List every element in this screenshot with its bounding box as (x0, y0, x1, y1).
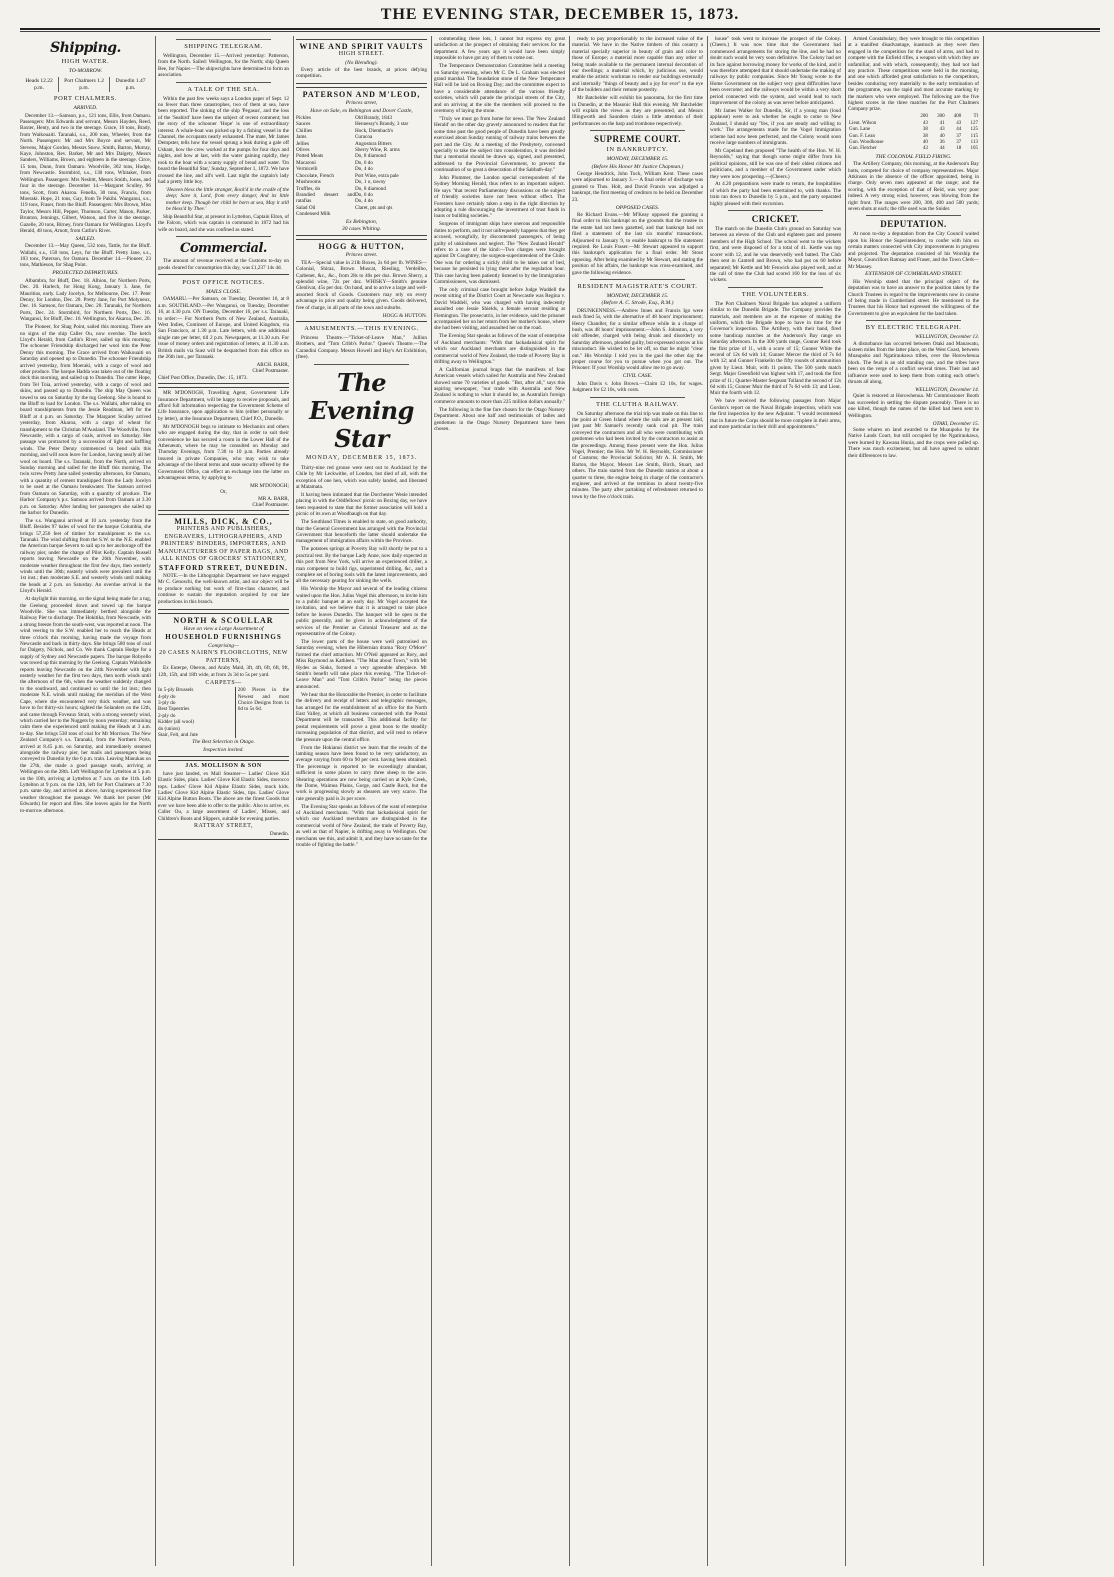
rmc-heading: RESIDENT MAGISTRATE'S COURT. (577, 283, 698, 290)
projected-heading: PROJECTED DEPARTURES. (52, 270, 119, 277)
news-para: Surgeons of immigrant ships have onerous and responsible duties to perform, and it not unfrequently happens that they get accused, wrongfully, by discontented passengers, of being guilty of unkindness and neglect. The "New Zealand Herald" refers to a case of the kind:—Two charges were brought against Dr Coughtrey, the surgeon-superintendent of the Chile. One was for ordering a sickly child to be taken out of bed, because he persisted in lying there after the regulation hour. This case having been patiently listened to by the Immigration Commissioners, was dismissed. (434, 221, 565, 286)
column-header: Tl (973, 114, 978, 120)
paterson-address: Princes street, (345, 100, 378, 107)
shipping-news-text: The Pioneer, for Shag Point, sailed this morning. There are no signs of the ship Caller Ou, now overdue. The ketch Lloyd's Herald, from Catlin's River, sailed up this morning. The schooner Friendship discharged her wool into the Peter Denny this morning. The Grace arrived from Waikouaiti on Saturday and opened up to Dunedin. The schooner Friendship arrived yesterday, from Moeraki, with a cargo of wool and other produce. The barque Hadda was taken out of the floating dock this morning, and sailed up to Dunedin. The cutter Hope, from Tel Toia, arrived yesterday, with a cargo of wool and skins, and passed up to Dunedin. The ship May Queen was towed to sea on Saturday by the tug Geelong. She is bound to the Bluff to load for London. The s.s. Wallabi, after taking on board transhipments from the Jessie Readman, left for the Bluff at 4 p.m. on Saturday. The Margaret Sculley arrived yesterday, from Akaroa, with a cargo of wheat for transhipment to the Christian M'Ausland. The Woodville, from Newcastle, with a cargo of coals, arrived on Saturday. Her passage was protracted by a succession of light and baffling winds. The Peter Denny commenced to bend sails this morning, and will soon leave for London, having nearly all her wool on board. The s.s. Taranaki, from the North, arrived on Sunday morning and sailed for the Bluff this morning. The twin screw Pretty Jane sailed yesterday afternoon, for Oamaru, with a quantity of cement transhipped from the Lady Jocelyn to be used at the Oamaru breakwater. The Samson arrived from Oamaru on Saturday, with a quantity of produce. The Harbor Company's p.s. Samson arrived from Oamaru at 3.30 p.m. on Saturday. After landing her passengers she sailed up the harbor for Dunedin. (20, 324, 151, 516)
column-divider (845, 36, 846, 1566)
carpet-item: 4-ply do (158, 693, 176, 700)
list-item: Hock, Diembach's (354, 127, 394, 134)
score-cell: 127 (970, 120, 978, 126)
hogg-hutton-ad (296, 239, 427, 322)
carpet-item: 2-ply do (158, 712, 176, 719)
news-para: The Evening Star speaks as follows of the want of enterprise of Auckland merchants: "With that lackadaisical spirit for which our Auckland merchants are distinguished in the commercial world of New Zealand, the trade of Poverty Bay is drifting away to Wellington." (434, 333, 565, 365)
opposed-heading: OPPOSED CASES. (615, 204, 660, 211)
north-scoullar-carpets: CARPETS— (205, 679, 242, 686)
leader-para: It having been intimated that the Dorchester Wesle intended placing in with the Oddfellows' picnic on Boxing day, we have been requested to state that the former association will hold a picnic of its own at Woodhaugh on that day. (296, 492, 427, 518)
list-item: Chillies (296, 127, 313, 134)
post-office-date: Chief Post Office, Dunedin, Dec. 15, 1873. (158, 374, 248, 381)
divider (176, 39, 271, 40)
telegraph-heading: BY ELECTRIC TELEGRAPH. (865, 324, 962, 332)
tale-text: Within the past few weeks says a London paper of Sept. 12 no fewer than three catastrophes, two of them at sea, have been reported. The sinking of the ship 'Pegasus', and the loss of the 'Seabird' have been the subject of recent comment; but the story of the schooner 'Hope' is one of extraordinary interest. A whale-boat was picked up by a fishing vessel in the Channel, the occupants nearly exhausted. The mate, Mr James Dempster, tells how the vessel sprung a leak during a gale off Ushant, how the crew worked at the pumps for four days and nights, and how at last, with the water gaining rapidly, they took to the boat with a scanty supply of bread and water. 'On board the Beautiful Star,' Sunday, September 1, 1872. We have crossed the line, and all's well. Last night the captain's lady had a pretty little boy. (158, 95, 289, 185)
paterson-whiting: 30 cases Whiting. (342, 225, 381, 232)
telegraph-dateline: OTAKI, December 15. (932, 420, 979, 427)
leader-para: The Evening Star speaks as follows of the want of enterprise of Auckland merchants. "With that lackadaisical spirit for which our Auckland merchants are distinguished in the commercial world of New Zealand, the trade of Poverty Bay, as well as that of Napier, is drifting away to Wellington. Our merchants see this, and admit it, and they have no taste for the trouble of fighting the battle." (296, 803, 427, 849)
tomorrow-label: TO-MORROW. (68, 68, 103, 74)
hogg-hutton-title: HOGG & HUTTON, (318, 242, 405, 252)
mills-dick-note: NOTE.—In the Lithographic Department we have engaged Mr C. Genoschi, the well-known artist, and our object will be to produce nothing but work of first-class character, and continue to sustain the reputation acquired by our late productions in this branch. (158, 572, 289, 605)
column-header: 300 (937, 114, 945, 120)
shipping-news-text-3: At daylight this morning, on the signal being made for a tug, the Geelong proceeded down and towed up the barque Woodville. She was immediately berthed alongside the Railway Pier to discharge. The Hokitika, from Newcastle, with a strong breeze from the south-west, was reported at noon. The wind veering to the S.W. enabled her to reach the Heads at three o'clock this morning, having made the voyage from Newcastle and back in thirty days. She brings 580 tons of coal for Dalgety, Nichols, and Co. We thank Captain Hodge for a supply of Sydney and Newcastle papers. The barque Robyello was towed up this morning by the Geelong. Captain Walsholde reports leaving Newcastle on the 24th November with light easterly weather for the first two days, then north winds until the afternoon of the 6th, when the weather suddenly changed to the southward, and continued so until the 1st inst.; then moderate N.E. winds until making the meridian of the West Cape, where she encountered very thick weather, and was hove to for thirty-six hours; sighted the Solanders on the 12th, and came through Foveaux Strait, with a strong westerly wind, which carried her to the Nuggets by noon yesterday; remaining calm there she experienced until making the Heads at 3 a.m. to-day. She brings 530 tons of coal for Mr Morrison. The New Zealand Company's s.s. Taranaki, from the Northern Ports, arrived at 8.45 p.m. on Saturday, and immediately steamed alongside the railway pier, her mails and passengers being conveyed to Dunedin by the 6 p.m. train. Leaving Manukau on the 27th, she made a good passage south, arriving at Wellington on the 28th. Left Wellington for Lyttelton at 5 p.m. on the 10th, arriving at Lyttelton at 7 a.m. on the 11th. Left Lyttelton at 9 p.m. on the 12th, left for Port Chalmers at 7.30 p.m. same day, and arrived as above, having experienced fine weather throughout the passage. We thank her purser (Mr Edwards) for report and files. She leaves again for the North to-morrow afternoon. (20, 596, 151, 814)
civil-text: John Davis v. John Brown.—Claim £2 10s, for wages. Judgment for £2 10s, with costs. (572, 380, 703, 394)
list-item: Jams (296, 134, 307, 141)
wine-vaults-sub: HIGH STREET. (338, 51, 385, 57)
carpet-item: Best Tapestries (158, 706, 190, 713)
list-item: Curacoa (354, 134, 373, 141)
score-name: Gun. F. Lean (849, 133, 875, 139)
paterson-title: PATERSON AND M'LEOD, (302, 90, 421, 100)
arrived-heading: ARRIVED. (73, 105, 98, 112)
score-cell: 105 (970, 146, 978, 152)
divider (176, 82, 271, 83)
mcdonogh-sign-1: MR M'DONOGH; (250, 482, 289, 489)
mollison-city: Dunedin. (269, 830, 289, 837)
column-divider (983, 36, 984, 1566)
carpet-item: In 5-ply Brussels (158, 687, 194, 694)
projected-text: Albambra, for Bluff, Dec. 18. Alhion, for Northern Ports, Dec. 20. Harlech, for Hong Kong, January 3. Jane, for Mauritius, early. Lady Jocelyn, for Melbourne, Dec. 17. Peter Denny, for London, Dec. 20. Pretty Jane, for Port Molyneux, Dec. 16. Samson, for Oamaru, Dec. 20. Taranaki, for Northern Ports, Dec. 24. Stormbird, for Northern Ports, Dec. 16. Wanganui, for Bluff, Dec. 16. Wellington, for Akaroa, Dec. 20. (20, 277, 151, 323)
divider (590, 279, 685, 280)
score-cell: 37 (956, 133, 962, 139)
mcdonogh-sign-2: Or, (220, 489, 227, 496)
volunteers-text-2: We have received the following passages from Major Gordon's report on the Naval Brigade inspection, which was the first inspection by the new Adjutant. "I would recommend that in future the Corps should be more complete in their arms, and more particular in their drill and appointments." (710, 398, 841, 430)
score-cell: 115 (970, 133, 978, 139)
score-cell: 36 (939, 140, 945, 145)
hogg-hutton-address: Princes street. (345, 252, 378, 259)
deputation-heading: DEPUTATION. (880, 219, 947, 230)
tale-heading: A TALE OF THE SEA. (187, 85, 260, 93)
hogg-hutton-text: TEA—Special value in 21lb Boxes, 2s 6d per lb. WINES—Colonial, Shiraz, Brown Muscat, Riesling, Verdeilho, Carbenet, &c., &c., from 28s to 40s per doz. Brown Sherry, a splendid wine, 72s per doz. WHISKY—Smith's genuine Glenlivat, 45s per doz. On hand, and to arrive a large and well-assorted Stock of Goods. Customers may rely on every advantage in price and quality being given. Goods delivered, free of charge, in all parts of the town and suburbs. (296, 259, 427, 311)
score-name: Gun. Lane (849, 127, 871, 133)
rmc-date: MONDAY, DECEMBER 15. (606, 293, 669, 299)
score-cell: 43 (922, 120, 928, 126)
bankruptcy-date: MONDAY, DECEMBER 15. (606, 156, 669, 163)
north-scoullar-inspection: Inspection invited. (203, 746, 244, 753)
paterson-ad (296, 87, 427, 236)
north-scoullar-selection: The Best Selection in Otago. (192, 739, 255, 746)
list-item: Truffles, do (296, 185, 321, 192)
tide-heads: Heads 12.22 p.m. (25, 78, 53, 91)
rmc-judge: (Before A. C. Strode, Esq., R.M.) (601, 300, 674, 307)
column-divider (293, 36, 294, 1566)
list-item: Olives (296, 147, 310, 154)
column-7 (848, 36, 979, 1566)
column-4 (434, 36, 565, 1566)
tale-text-2: Ship Beautiful Star, at present in Lyttelton, Captain Elton, of the Falcon, which was captain in command in 1872 had his wife on board, and she was confined as stated. (158, 213, 289, 233)
list-item: Do, 8 diamond (354, 185, 386, 192)
paterson-right-list (355, 115, 427, 218)
leader-para: Thirty-nine red grouse were sent out to Auckland by the Chile by Mr Leckwithe, of London, but died of all, with the exception of one hen, which was safely landed, and liberated at Matamata. (296, 464, 427, 491)
list-item: Chocolate, French (296, 172, 335, 179)
list-item: Angostura Bitters (354, 140, 392, 147)
post-office-heading: POST OFFICE NOTICES. (182, 278, 265, 286)
mills-dick-ad (158, 514, 289, 609)
telegraph-text: Some whares on land awarded to the Muaupoko by the Native Lands Court, but still occupied by the Ngatiraukawa, were burned by Kawana Hunia, and the crops were pulled up. There was much excitement, but all have agreed to submit their differences to law. (848, 426, 979, 459)
score-cell: 43 (956, 120, 962, 126)
post-office-notice (158, 274, 289, 384)
list-item: Hennessy's Brandy, 3 star (354, 121, 409, 128)
telegraph-text: Quiet is restored at Horowhenua. Mr Commissioner Booth has succeeded in settling the dispute peaceably. There is no one killed, though the names of the killed had been sent to Wellington. (848, 393, 979, 419)
score-cell: 43 (922, 146, 928, 152)
list-item: Jellies (296, 140, 309, 147)
carpet-item: Kidder (all wool) (158, 719, 195, 726)
artillery-text: The Artillery Company, this morning, at the Anderson's Bay butts, competed for choice of company representatives. Major Atkinson in the absence of the officer appointed, being in charge. Only seven men appeared at the range; and the scoring, with the exception of that of Reid, was very poor indeed. A very strong wind, however, was blowing from the right front. The ranges were 200, 300, 400 and 500 yards; seven shots at each; the rifle used was the Snider. (848, 161, 979, 213)
bankruptcy-judge: (Before His Honor Mr Justice Chapman.) (591, 163, 684, 170)
carpet-item: 3-ply do (158, 699, 176, 706)
score-cell: 40 (922, 140, 928, 145)
deputation-text-2: His Worship stated that the principal object of the deputation was to have an answer to the position taken by the Church Trustees in regard to the improvements now in course of being made in Cumberland street. He mentioned to the Trustees that his Honor had expressed the willingness of the Government to give an equivalent for the land taken. (848, 278, 979, 317)
column-divider (569, 36, 570, 1566)
column-divider (431, 36, 432, 1566)
amusements-text: Princess Theatre.—"Ticket-of-Leave Man," Julliun Brothers, and "Tom Cribb's Parlor." Queen's Theatre.—The Carandini Company. Messrs Howell and Hay's Art Exhibition, (free). (296, 334, 427, 361)
table-row (848, 146, 979, 152)
tale-verse: 'Heaven bless the little stranger, Rock'd in the cradle of the deep; Save it, Lord, from every danger, And its little mother keep. Though her child be born at sea, May it still be bless'd by Thee.' (166, 186, 289, 213)
mails-close-label: MAILS CLOSE. (205, 288, 242, 295)
score-cell: 43 (939, 127, 945, 133)
news-para: Mr Copeland then proposed "The health of the Hon. W. H. Reynolds," saying that though some might differ from his political opinions, still he was one of their oldest citizens and politicians, and a member of the Government under which they were now prospering.—(Cheers.) (710, 147, 841, 180)
telegraph-text: A disturbance has occurred between Otaki and Manawatu, sixteen miles from the latter place, on the West Coast, between Muaupoko and Ngatiraukawa tribes, over the Horowhenua block. The feud is an old standing one, and the tribes have been on the verge of a conflict several times. Their last and influence were used to keep them from cutting each other's throats all along. (848, 340, 979, 386)
divider (728, 210, 823, 211)
paterson-left-list (296, 115, 355, 218)
news-para: Mr James Walker for Dunedin, Sir, if a young man (loud applause) were to ask whether he ought to come to New Zealand, I should say 'Yes, if you are steady and willing to work.' The arrangements made for the Vogel Immigration scheme had now been perfected, and the Colony would soon receive large numbers of immigrants. (710, 107, 841, 146)
masthead (20, 6, 1100, 30)
news-para: The only criminal case brought before Judge Waddell the recent sitting of the District Court at Newcastle was Regina v. David Waddell, who was charged with having indecently assaulted one Jessie Shields, a female servant residing at Flemington. The prosecutrix, in her evidence, said the prisoner accompanied her on her return from her mother's house, where she had been visiting, and assaulted her on the road. (434, 286, 565, 332)
list-item: Old Brandy, 1843 (354, 115, 392, 122)
list-item: Brandied dessert and ratafias (296, 191, 355, 205)
port-heading: PORT CHALMERS. (53, 95, 118, 103)
news-para: The following is the fine fare chosen for the Otago Nursery Department. About one half and testimonials of ladies and gentlemen in the Otago Nursery Department have been chosen. (434, 406, 565, 432)
list-item: Do, 4 do (354, 198, 373, 205)
list-item: Macaroni (296, 159, 316, 166)
mollison-text: have just landed, ex Mail Steamer— Ladies' Glove Kid Elastic Sides, plain. Ladies' Glove Kid Elastic Sides, morocco tops. Ladies' Glove Kid Alpine Elastic Sides, mock kids. Ladies' Glove Kid Alpine Elastic Sides, tips. Ladies' Glove Kid Alpine Button Boots. The above are the finest Goods that ever we have been able to offer to the public. Also to arrive, ex Caller Ou, a large assortment of Ladies', Misses, and Children's Boots and Slippers, suitable for evening parties. (158, 770, 289, 822)
sailed-text: December 13.—May Queen, 532 tons, Tattle, for the Bluff. Wallabi, s.s., 150 tons, Leys, for the Bluff. Pretty Jane, s.s., 103 tons, Paterson, for Oamaru. December 14.—Pioneer, 23 tons, Mathieson, for Shag Point. (20, 243, 151, 269)
score-name: Gun. Fletcher (849, 146, 877, 152)
mills-dick-address: STAFFORD STREET, DUNEDIN. (159, 563, 288, 572)
list-item: Do, 1 o, tawny (354, 179, 386, 186)
mcdonogh-sign-3: MR A. BARR, (258, 495, 289, 502)
column-6 (710, 36, 841, 1566)
news-para: Mr Batchelder will exhibit his panorama, for the first time in Dunedin, at the Masonic Hall this evening. Mr Batchelder will explain the views as they are presented, and Messrs Illingworth and Saunders claim a little attention of their performances on the harp and trombone respectively. (572, 95, 703, 127)
mcdonogh-sign-4: Chief Postmaster. (252, 502, 289, 509)
leader-para: His Worship the Mayor and several of the leading citizens waited upon the Hon. Julius Vogel this afternoon, to invite him to a public banquet at an early day. Mr Vogel accepted the invitation, and we believe that it is arranged to take place before he leaves Dunedin. The banquet will be open to the public generally, and be given in acknowledgment of the services of the Premier as Colonial Treasurer and as the representative of the Colony. (296, 586, 427, 638)
north-scoullar-ad (158, 613, 289, 758)
bankruptcy-heading: IN BANKRUPTCY. (606, 146, 669, 154)
score-cell: 113 (970, 140, 978, 145)
opposed-text: Re Richard Evans.—Mr M'Keay opposed the granting a final order to this bankrupt on the grounds that the trustee in the estate had not been gazetted, and that bankrupt had not filed a statement of the last six months' transactions. Adjourned to January 9, to enable bankrupt to file statement required. Re Louis Fraser.—Mr Stewart appeared to support this bankrupt's application for a final order. Mr Stout opposing. After being examined by Mr Stewart, and stating the position of his affairs, the bankrupt was cross-examined, and gave the following evidence. (572, 211, 703, 276)
list-item: Potted Meats (296, 153, 324, 160)
north-scoullar-cases-2: Ex Euterpe, Oberon, and Araby Maid, 3ft, 4ft, 6ft, 6ft, 9ft, 12ft, 15ft, and 18ft wide, at from 2s 3d to 5s per yard. (158, 665, 289, 678)
tide-table (20, 77, 151, 92)
telegraph-dateline: WELLINGTON, December 14. (915, 387, 979, 393)
paterson-ex: Ex Bebington, (345, 218, 378, 225)
sailed-heading: SAILED. (75, 235, 96, 242)
mills-dick-title: MILLS, DICK, & CO., (174, 517, 273, 527)
masthead-rule (20, 31, 1100, 32)
tide-dunedin: Dunedin 1.47 p.m. (110, 77, 151, 92)
leader-para: The potatoes springs at Poverty Bay will shortly be put to a practical test. By the barque Lady Anne, now daily expected at this port from New York, will arrive an experienced driller, a man competent to build rigs, superintend drilling, &c., and a complete set of boring tools with the latest improvements, and all the necessary gearing for sinking the wells. (296, 546, 427, 585)
column-5 (572, 36, 703, 1566)
deputation-text: At noon to-day a deputation from the City Council waited upon his Honor the Superintendent, to confer with him on certain matters connected with City improvements in progress and projected. The deputation consisted of his Worship the Mayor, Councillors Ramsay and Fraser, and the Town Clerk—Mr Massey. (848, 231, 979, 270)
news-para: commending these lots, I cannot but express my great satisfaction at the prospect of obtaining their services for the department. A few years ago it would have been simply impossible to have got any of them to come out. (434, 36, 565, 62)
mollison-title: JAS. MOLLISON & SON (185, 763, 262, 770)
tide-port-chalmers: Port Chalmers 1.2 p.m. (59, 77, 110, 92)
score-name: Gun. Woodhouse (849, 140, 884, 145)
score-cell: 125 (970, 127, 978, 133)
mills-dick-body: PRINTERS AND PUBLISHERS, ENGRAVERS, LITHOGRAPHERS, AND PRINTERS' BINDERS, IMPORTERS, AND MANUFACTURERS OF PAPER BAGS, AND ALL KINDS OF GROCERS' STATIONERY, (158, 526, 289, 563)
north-scoullar-cases: 20 CASES NAIRN'S FLOORCLOTHS, NEW PATTERNS, (159, 650, 288, 664)
carpet-item: Stair, Felt, and Jute (158, 731, 198, 738)
list-item: Pickles (296, 115, 311, 122)
divider (866, 215, 961, 216)
score-cell: 40 (939, 133, 945, 139)
deputation-subheading: EXTENSION OF CUMBERLAND STREET. (865, 271, 962, 278)
paper-dateline: MONDAY, DECEMBER 15, 1873. (305, 454, 418, 461)
volunteers-heading: THE VOLUNTEERS. (741, 290, 810, 298)
score-cell: 37 (956, 140, 962, 145)
column-3 (296, 36, 427, 1566)
carpet-item: do (union) (158, 725, 180, 732)
post-office-sign: ARCH. BARR, (256, 361, 289, 368)
list-item: Do, 6 do (354, 191, 373, 198)
column-divider (707, 36, 708, 1566)
list-item: Vermicelli (296, 166, 318, 173)
shipping-news-text-2: The s.s. Wanganui arrived at 10 a.m. yesterday from the Bluff. Besides 97 bales of wool for the barque Columbia, she brings 57,256 feet of timber for transhipment to the s.s. Taranaki. The wind shifting from the S.W. to the N.E. enabled the American barque Severn to sail up to her anchorage off the railway pier, under the charge of Pilot Kelly. Captain Russell reports leaving Newcastle on the 26th November, with moderate weather throughout the first few days, then westerly winds until the 30th; easterly winds were prevalent until the 1st inst.; then moderate S.E. and westerly winds until making the heads at 2 p.m. on Saturday. An overdue arrival is the Lloyd's Herald. (20, 517, 151, 595)
list-item: Condensed Milk (296, 211, 331, 218)
list-item: Sauces (296, 121, 311, 128)
commercial-heading: Commercial. (180, 241, 267, 257)
news-para: At 4.20 preparations were made to return, the hospitalities of which the party had been entertained to, with thanks. The train ran down to Dunedin by 5 p.m., and the party separated highly pleased with their excursion. (710, 181, 841, 207)
civil-heading: CIVIL CASE. (622, 373, 653, 380)
mcdonogh-ad (158, 387, 289, 511)
clutha-text: On Saturday afternoon the trial trip was made on this line to the point at Green Island where the rails are at present laid, just past Mr Samuel's recently sunk coal pit. The train conveyed the contractors and all who were contributing with gentlemen who had been invited by the contractors to assist at the proceedings. Among those present were the Hon. Julius Vogel, Premier; the Hon. Mr W. H. Reynolds, Commissioner of Customs; the Provincial Solicitor, Mr A. H. Smith, Mr Barton, the Mayor, Messrs Lee Smith, Birch, Stuart, and others. The train started from the Dunedin station at about a quarter to three, the engine being in charge of the contractor's engineer, and arrived at the terminus in about twenty-five minutes. The party after partaking of refreshment returned to town by the five o'clock train. (572, 410, 703, 500)
carpet-side-note: 200 Pieces in the Newest and most Choice Designs from 1s 6d to 5s 6d. (235, 687, 289, 738)
column-divider (155, 36, 156, 1566)
score-cell: 38 (922, 133, 928, 139)
north-scoullar-furnishings: HOUSEHOLD FURNISHINGS (165, 632, 282, 641)
post-office-text: OAMARU.—Per Samson, on Tuesday, December 16, at 8 a.m. SOUTHLAND.—Per Wanganui, on Tuesday, December 16, at 4.30 p.m. ON Tuesday, December 16, per s.s. Taranaki, to order:— For Northern Ports of New Zealand, Australia, West Indies, Continent of Europe, and United Kingdom, via San Francisco, at 1.30 p.m. Late letters, with one additional single rate per letter, till 2 p.m. Newspapers, at 11.30 a.m. For issue of money orders and registration of letters, at 11.30 a.m. British mails via Suez will be despatched from this office on the 26th inst., per Taranaki. (158, 296, 289, 361)
score-table (848, 114, 979, 152)
leader-para: The Southland Times is enabled to state, on good authority, that the General Government has arranged with the Provincial Government that henceforth the latter should undertake the management of immigration affairs within the Province. (296, 519, 427, 545)
list-item: Do, 8 diamond (354, 153, 386, 160)
news-para: "Truly we must go from home for news. The 'New Zealand Herald' on the other day gravely announced to readers that for some time past the good people of Dunedin have been greatly exercised about Sunday running of railway trains between the port and the City. At a meeting of the Presbytery, convened specially to take the subject into consideration, it was decided that a memorial should be drawn up, signed, and presented, addressed to the Provincial Government, to prevent the continuation of so great a desecration of the Sabbath-day." (434, 115, 565, 174)
paterson-have: Have on Sale, ex Bebington and Dover Castle, (310, 107, 413, 114)
news-para: John Plummer, the London special correspondent of the Sydney Morning Herald, thus refers to an important subject. He says "that recent Parliamentary discussions on the subject of friendly societies have not been without effect. The Foresters have certainly taken a step in the right direction by adopting a rule discouraging the investment of trust funds in loans or building societies." (434, 175, 565, 220)
list-item: Claret, pts and qts (354, 204, 393, 211)
score-cell: 38 (922, 127, 928, 133)
list-item: Mushrooms (296, 179, 321, 186)
post-office-sign-title: Chief Postmaster. (252, 368, 289, 375)
hogg-hutton-sign: HOGG & HUTTON. (382, 312, 427, 319)
column-2 (158, 36, 289, 1566)
list-item: Sherry Wine, R. arms (354, 147, 400, 154)
wine-vaults-text: Every article of the best brands, at prices defying competition. (296, 66, 427, 80)
news-para: A Californian journal brags that the manifests of four American vessels which sailed for Australia and New Zealand showed some 70 varieties of goods. "But, after all," says this aspiring newspaper, "our trade with Australia and New Zealand is nothing to what it should be, as Australia's foreign commerce amounts to more than 225 million dollars annually." (434, 366, 565, 405)
arrived-text: December 13.—Samson, p.s., 121 tons, Ellis, from Oamaru. Passengers: Mrs Edwards and servant, Messrs Hayden, Reed, Baxter, Henty, and two in the steerage. Grace, 16 tons, Brady, from Waikouaiti. Taranaki, s.s., 200 tons, Wheeler, from the North. Passengers: Mr and Mrs Boyce and servant, Mr Stevens, Major Gordon, Messrs Snow, Smith, Barton, Murray, Kaye, Johnston, Rev. Barker, Mr and Mrs Dalgety, Messrs Sanders, Williams, Brown, and eighteen in the steerage. Circe, 15 tons, Dunn, from Oamaru. Woodville, 302 tons, Hodge, from Newcastle. Stormbird, s.s., 130 tons, Whitaker, from Wellington. Passengers: Mrs Nesbitt, Messrs Smith, Jones, and four in the steerage. December 14.—Margaret Sculley, 96 tons, Scott, from Akaroa. Fenella, 30 tons, Francis, from Moeraki. Hope, 21 tons, Gay, from Te Pakihi. Wanganui, s.s., 119 tons, Fraser, from the Bluff. Passengers: Mrs Brown, Miss Taylor, Messrs Hill, Pepper, Thomson, Carter, Mason, Parker, Brunton, Jennings, Gilbert, Watson, and five in the steerage. Gazelle, 20 tons, Birney, from Oamaru for Wellington. Lloyd's Herald, 48 tons, Arnott, from Catlin's River. (20, 112, 151, 234)
volunteers-text: The Port Chalmers Naval Brigade has adopted a uniform similar to the Dunedin Brigade. The Company provides the materials, and members are at the expense of making the uniform, which the Brigade hope to have in time for the Governor's inspection. The Artillery, with their band, fired some handicap matches at the Anderson's Bay range on Saturday afternoon. In the 300 yards range, Gunner Reid took the first prize of 1l., with a score of 15; Gunner White the second of 12s 6d with 14; Gunner Mercer the third of 7s 6d with 12; and Gunner Frankelin the fifty rounds of ammunition given by Lieut. Muir, with 11 points. The 500 yards match Sergt. Major Greenfield was highest with 17, and took the first prize of 1l.; Quarter-Master Sergeant Tolland the second of 12s 6d with 15; Gunner Muir the third of 7s 6d with 13; and Lieut. Muir the fourth with 12. (710, 300, 841, 397)
north-scoullar-comprising: Comprising— (208, 642, 239, 649)
divider (176, 236, 271, 237)
cricket-text: The match on the Dunedin Club's ground on Saturday was between an eleven of the Club and eighteen past and present members of the High School. The school went to the wickets first, and were disposed of for a total of 41. Kettle was top scorer with 12, and he was deservedly well batted. The Club then sent in Cantrell and Brown, who had put on 60 before separated; Mr Kettle and Mr Fenwick also played well, and at the call of time the Club had scored 160 for the loss of six wickets. (710, 226, 841, 284)
leader-para: From the Hokianui district we learn that the results of the lambing season have been found to be very satisfactory, an average varying from 60 to 90 per cent. having been obtained. The percentage is reported to be exceedingly abundant, sufficient in some places to carry three sheep to the acre. Shearing operations are now being carried on at Kyle Creek, the Dome, Waimea Plains, Gorge, and Castle Rock, but the work is progressing slowly as shearers are very scarce. The rate generally paid is 2s per score. (296, 744, 427, 802)
news-para: house" took went to increase the prospect of the Colony. (Cheers.) It was now time that the Government had commenced arrangements for storing the line, and he had no doubt such would be very soon definitive. The Colony had set its face against borrowing money for works of the kind, and it was therefore attempted that it should undertake the making of railways by public companies. Since Mr Young wrote to the Home Government on the subject very great difficulties have been overcome; and the railways would be within a very short period connected with the system, and would lead to such improvement of the colony as was never before anticipated. (710, 36, 841, 107)
mollison-address: RATTRAY STREET, (194, 823, 253, 830)
score-cell: 44 (939, 146, 945, 152)
masthead-title: THE EVENING STAR, DECEMBER 15, 1873. (380, 6, 740, 23)
high-water-heading: HIGH WATER. (61, 58, 110, 65)
north-scoullar-title: NORTH & SCOULLAR (173, 615, 274, 625)
shipping-telegram-text: Wellington, December 15.—Arrived yesterday: Patterson, from the North. Sailed: Wellington, for the North; ship Queen Bee, for Napier.—The shipwrights have determined to form an association. (158, 53, 289, 79)
leader-para: We hear that the Honorable the Premier, in order to facilitate the delivery and receipt of letters and telegraphic messages, has arranged for the establishment of an office for the North East Valley, at which all business connected with the Postal Department will be transacted. This additional facility for postal requirements will prove a great boon to the steadily increasing population of that district, and will tend to relieve the pressure upon the central office. (296, 691, 427, 743)
score-cell: 41 (939, 120, 945, 126)
score-cell: 18 (956, 146, 962, 152)
divider (866, 320, 961, 321)
list-item: Do, 4 do (354, 166, 373, 173)
wine-vaults-title: WINE AND SPIRIT VAULTS (299, 42, 424, 51)
mcdonogh-text-2: Mr M'DONOGH begs to intimate to Mechanics and others who are engaged during the day, that in order to suit their convenience he has secured a room in the Lower Hall of the Athenæum, where he may be consulted on Monday and Thursday Evenings, from 7.30 to 10 p.m. Parties already insured in private Companies, who may wish to take advantage of the liberal terms and state security offered by the Government Office, can effect an exchange into the latter on advantageous terms, by applying to (158, 423, 289, 481)
commercial-text: The amount of revenue received at the Customs to-day on goods cleared for consumption this day, was £1,237 14s 4d. (158, 258, 289, 271)
wine-vaults-ad (296, 39, 427, 84)
amusements-heading: AMUSEMENTS.—THIS EVENING. (304, 324, 419, 332)
divider (728, 287, 823, 288)
wine-vaults-blend: (No Blending). (345, 59, 378, 66)
list-item: Port Wine, extra pale (354, 172, 399, 179)
column-1 (20, 36, 151, 1566)
divider (590, 397, 685, 398)
list-item: Do, 6 do (354, 159, 373, 166)
north-scoullar-intro: Have on view a Large Assortment of (183, 625, 264, 632)
bankruptcy-text: George Hendrick, John Tuck, William Kent. These cases were adjourned to January 3.— A final order of discharge was granted to Thos. Holt, and David Francis was adjudged a bankrupt, the first meeting of creditors to be held on December 23. (572, 171, 703, 203)
score-name: Lieut. Wilson (849, 120, 877, 126)
shipping-heading: Shipping. (50, 40, 121, 56)
news-para: The Temperance Demonstration Committee held a meeting on Saturday evening, when Mr C. De L. Graham was elected grand marshal. The foundation stone of the New Temperance Hall will be laid on Boxing Day; and the committee expect to have a considerable attendance of the various friendly societies, which will parade the principal streets of the City, and on arriving at the site the members will proceed to the ceremony of laying the stone. (434, 63, 565, 114)
artillery-heading: THE COLONIAL FIELD FIRING. (875, 153, 952, 160)
paper-nameplate: The Evening Star (309, 367, 414, 453)
column-header: 400 (953, 114, 962, 120)
divider (314, 364, 409, 365)
cricket-heading: CRICKET. (751, 214, 800, 225)
news-para: ready to pay proportionably to the increased value of the material. We have in the Native timbers of this country a material specially superior in beauty of grain and color to those of Europe; a material more capable than any other of being made available to the permanent internal decoration of our dwellings; a material which, by judicious use, would enable the artistic workman to render our buildings externally and internally "things of beauty and a joy for ever" to the eye of the builders and their remote posterity. (572, 36, 703, 94)
clutha-heading: THE CLUTHA RAILWAY. (596, 400, 679, 408)
mcdonogh-text: MR M'DONOGH, Travelling Agent, Government Life Insurance Department, will be happy to receive proposals, and afford full information respecting the Government Scheme of Life Insurance, upon application to him (either personally or by letter), at the Insurance Department, Chief P.O., Dunedin. (158, 390, 289, 422)
shipping-telegram-heading: SHIPPING TELEGRAM. (184, 43, 263, 50)
supreme-court-heading: SUPREME COURT. (593, 134, 682, 145)
divider (590, 130, 685, 131)
list-item: Salad Oil (296, 204, 316, 211)
score-cell: 44 (956, 127, 962, 133)
telegraph-dateline: WELLINGTON, December 13. (915, 334, 979, 341)
column-header: 200 (920, 114, 928, 120)
rmc-text: DRUNKENNESS.—Andrew Innes and Francis Igo were each fined 5s, with the alternative of 48 hours' imprisonment; Henry Chandler, for a similar offence while in a charge of bush, was 48 hours' imprisonment.—John S. Johnston, a very old offender, charged with being drunk and disorderly on Saturday afternoon, pleaded guilty, but expressed sorrow at his misconduct. He wished to be let off, so that he might "clear out." His Worship: I told you in the gaol the other day the proper course for you to pursue when you got out. The Prisoner: If your Worship would allow me to go away. (572, 307, 703, 372)
leader-para: The lower parts of the house were well patronised on Saturday evening, when the Hibernian drama "Rory O'More" formed the chief attraction. Mr O'Neil appeared as Rory, and Miss Raymond as Kathleen. "The Man about Town," with Mr Hydes as Sinks, formed a very agreeable afterpiece. Mr Smith's benefit will take place this evening. "The Ticket-of-Leave Man" and "Tom Cribb's Parlor" being the pieces announced. (296, 639, 427, 690)
mollison-ad (158, 760, 289, 840)
news-para: Armed Constabulary, they were brought to this competition at a manifest disadvantage, inasmuch as they were then engaged in the competition for the stand of arms, and had to compete with the Enfield rifles, a weapon with which they are unfamiliar, and with which, consequently, they had not had any practice. These competitions were held in the morning, and one which afforded great satisfaction to the competitors, besides conducing very materially to the early termination of the programme, was the rapid and most accurate marking by the markers who were employed. The following are the five highest scores in the three matches for the Port Chalmers Company prize. (848, 36, 979, 113)
